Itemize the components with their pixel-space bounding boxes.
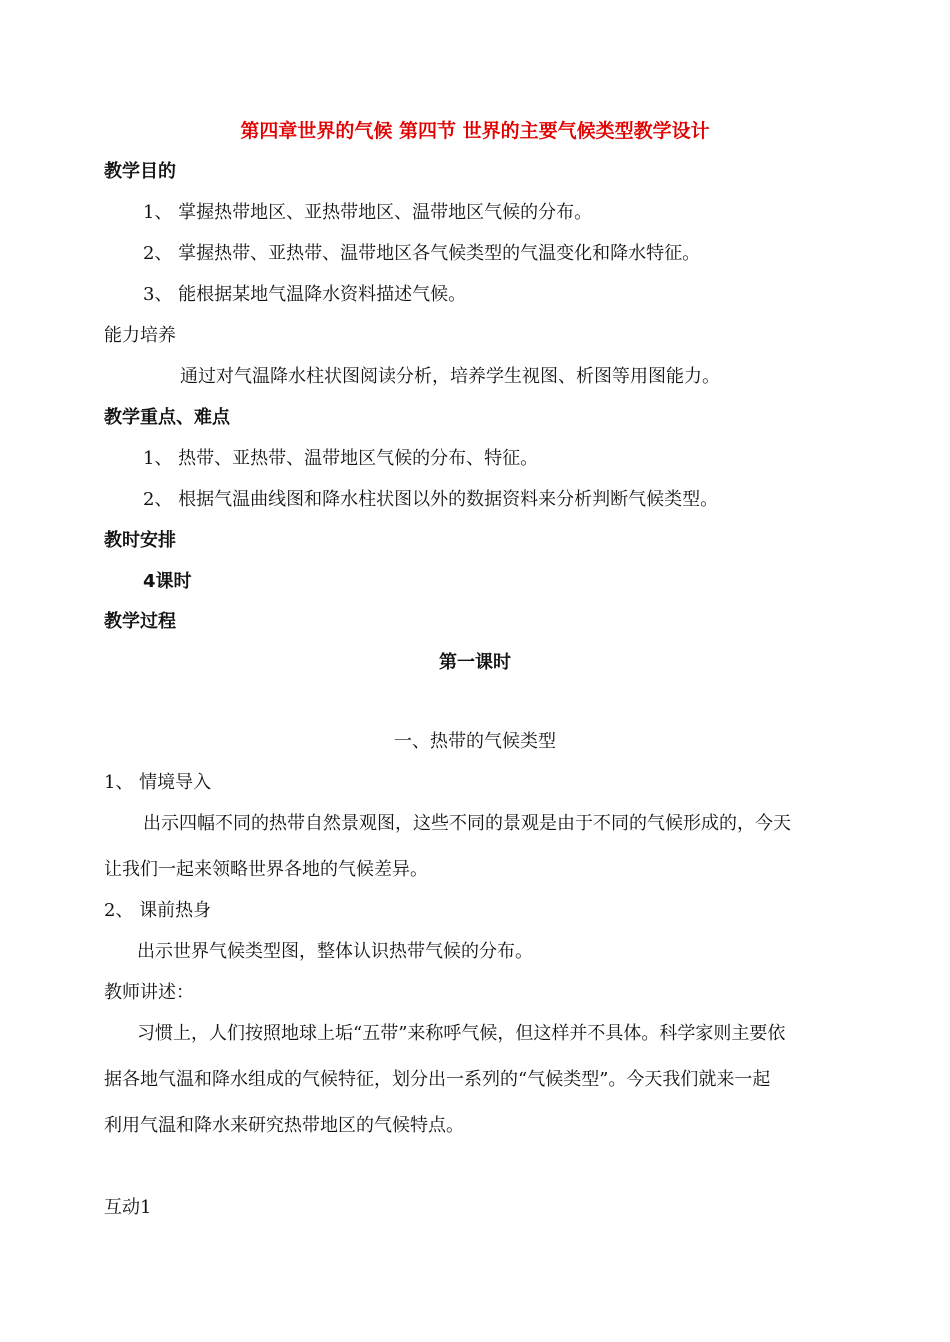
objectives-heading: 教学目的 (104, 161, 176, 182)
ability-heading: 能力培养 (104, 325, 176, 346)
objective-item-2: 2、 掌握热带、亚热带、温带地区各气候类型的气温变化和降水特征。 (143, 243, 701, 264)
objective-item-3: 3、 能根据某地气温降水资料描述气候。 (143, 284, 467, 305)
teacher-line-3: 利用气温和降水来研究热带地区的气候特点。 (104, 1115, 464, 1136)
key-points-heading: 教学重点、难点 (104, 407, 230, 428)
key-point-item-1: 1、 热带、亚热带、温带地区气候的分布、特征。 (143, 448, 539, 469)
interaction-label: 互动1 (104, 1197, 152, 1218)
process-heading: 教学过程 (104, 611, 176, 632)
objective-item-1: 1、 掌握热带地区、亚热带地区、温带地区气候的分布。 (143, 202, 593, 223)
step2-text: 出示世界气候类型图，整体认识热带气候的分布。 (137, 941, 533, 962)
step2-heading: 2、 课前热身 (104, 900, 212, 921)
schedule-heading: 教时安排 (104, 530, 176, 551)
step1-heading: 1、 情境导入 (104, 772, 212, 793)
key-point-item-2: 2、 根据气温曲线图和降水柱状图以外的数据资料来分析判断气候类型。 (143, 489, 719, 510)
teacher-label: 教师讲述： (104, 982, 194, 1003)
teacher-line-1: 习惯上，人们按照地球上垢“五带”来称呼气候，但这样并不具体。科学家则主要依 (137, 1023, 786, 1044)
section-title: 一、热带的气候类型 (394, 731, 556, 752)
lesson-title: 第一课时 (439, 652, 511, 673)
document-title: 第四章世界的气候 第四节 世界的主要气候类型教学设计 (240, 120, 710, 142)
teacher-line-2: 据各地气温和降水组成的气候特征，划分出一系列的“气候类型”。今天我们就来一起 (104, 1069, 771, 1090)
step1-line-1: 出示四幅不同的热带自然景观图，这些不同的景观是由于不同的气候形成的，今天 (143, 813, 791, 834)
ability-text: 通过对气温降水柱状图阅读分析，培养学生视图、析图等用图能力。 (180, 366, 720, 387)
schedule-text: 4课时 (143, 571, 192, 592)
step1-line-2: 让我们一起来领略世界各地的气候差异。 (104, 859, 428, 880)
